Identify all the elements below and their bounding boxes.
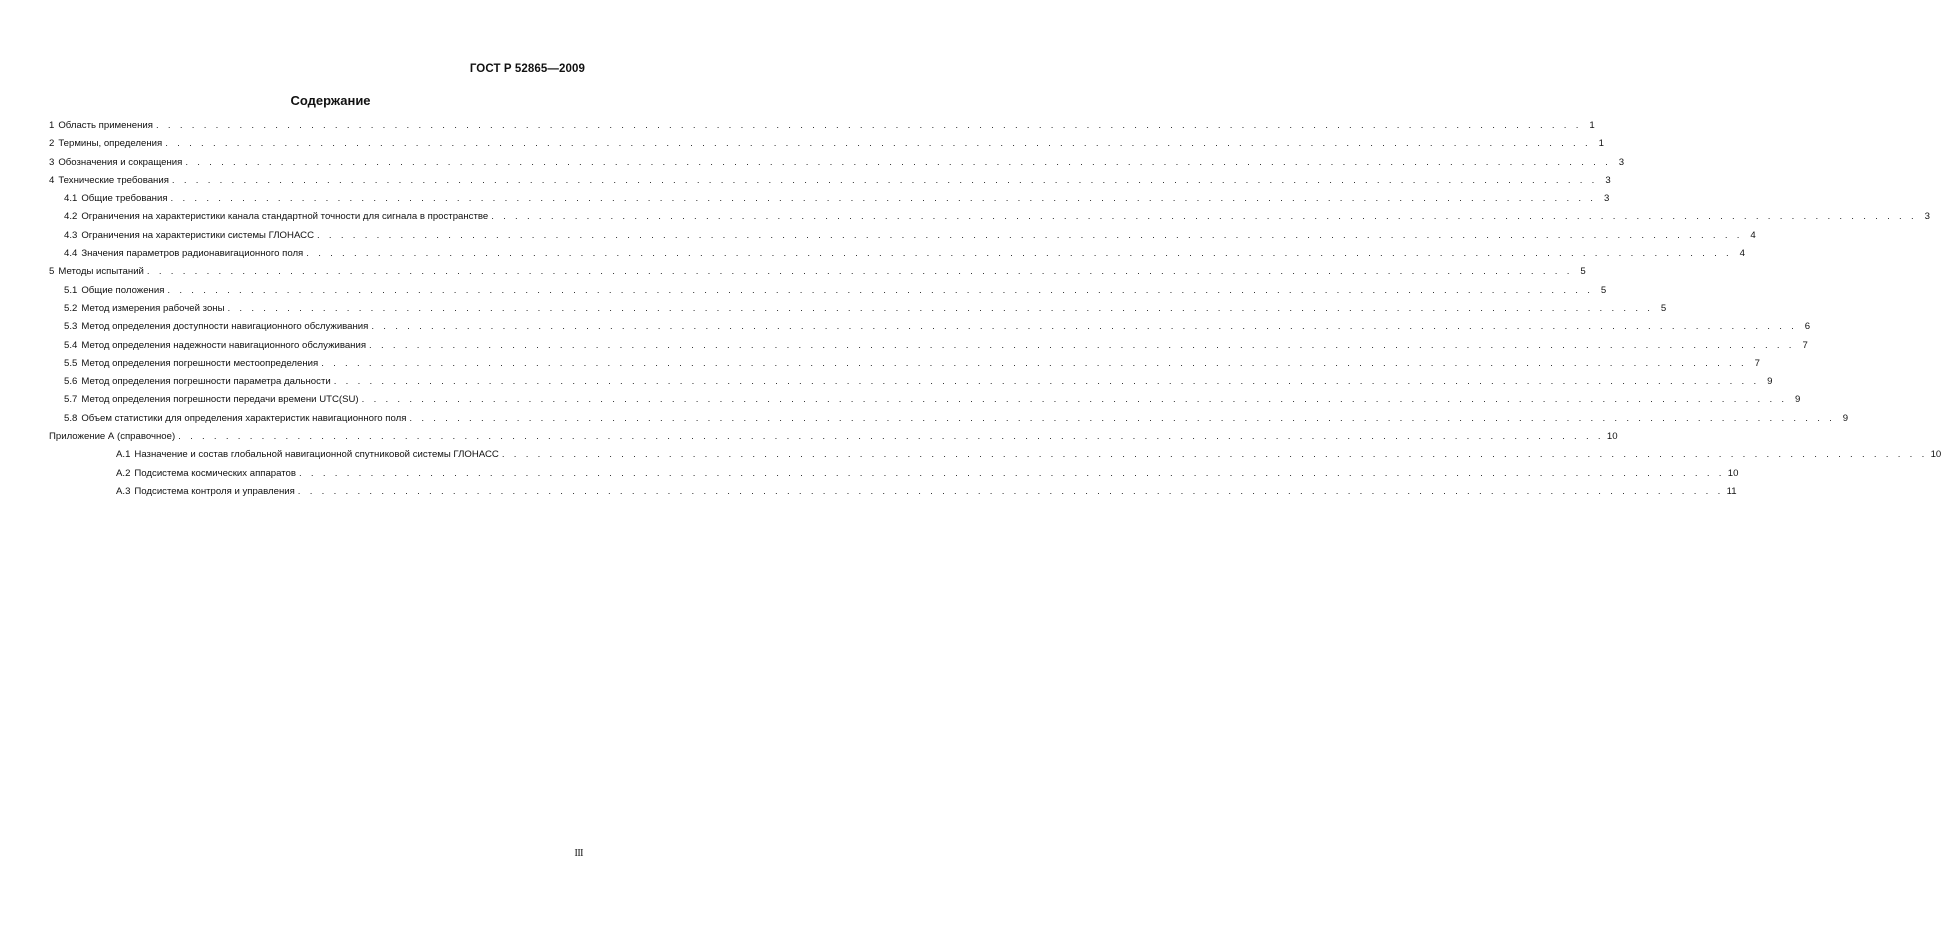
page-number: III: [574, 848, 583, 859]
toc-entry-title: Общие требования: [81, 193, 168, 205]
toc-entry-title: Подсистема космических аппаратов: [134, 467, 296, 479]
toc-leader-dots: . . . . . . . . . . . . . . . . . . . . . . . . . . . . . . . . . . . . . . . . . . . . . . . . . . . . . . . . . . . . . . . . . . . . . . . . . . . . . . . . . . . . . . . . . . . . . . . . . . . . . . . . . . . . . . . . . . . . . . . .: [185, 156, 1612, 168]
toc-entry-page: 9: [1795, 394, 1801, 406]
toc-entry-title: Ограничения на характеристики канала стандартной точности для сигнала в пространстве: [81, 211, 489, 223]
toc-entry-page: 1: [1589, 120, 1595, 131]
toc-entry-number: 4.3: [64, 229, 78, 241]
toc-entry[interactable]: [49, 284, 1607, 303]
toc-entry[interactable]: [49, 394, 1801, 412]
toc-entry-number: 5.4: [64, 339, 78, 351]
toc-entry-number: 5: [49, 266, 55, 278]
toc-entry-page: 7: [1802, 339, 1808, 351]
toc-entry[interactable]: [49, 485, 1737, 504]
toc-entry-title: Метод определения погрешности параметра дальности: [81, 376, 331, 388]
toc-entry-title: Ограничения на характеристики системы ГЛОНАСС: [81, 229, 314, 241]
toc-entry[interactable]: [49, 174, 1611, 193]
toc-entry-number: 4.4: [64, 248, 78, 260]
toc-entry-page: 9: [1767, 376, 1773, 388]
toc-entry-title: Подсистема контроля и управления: [134, 485, 295, 497]
toc-entry[interactable]: [49, 156, 1625, 175]
document-code: ГОСТ Р 52865—2009: [469, 63, 585, 75]
toc-leader-dots: . . . . . . . . . . . . . . . . . . . . . . . . . . . . . . . . . . . . . . . . . . . . . . . . . . . . . . . . . . . . . . . . . . . . . . . . . . . . . . . . . . . . . . . . . . . . . . . . . . . . . . . . . . . . . . . . . . . . . . . .: [297, 485, 1724, 497]
toc-entry-number: 4.1: [64, 193, 78, 205]
toc-entry-number: 5.5: [64, 357, 78, 369]
toc-entry-title: Назначение и состав глобальной навигационной спутниковой системы ГЛОНАСС: [134, 449, 499, 461]
toc-leader-dots: . . . . . . . . . . . . . . . . . . . . . . . . . . . . . . . . . . . . . . . . . . . . . . . . . . . . . . . . . . . . . . . . . . . . . . . . . . . . . . . . . . . . . . . . . . . . . . . . . . . . . . . . . . . . . . . . . . . . . . . .: [321, 357, 1747, 369]
toc-entry-title: Термины, определения: [58, 138, 163, 150]
table-of-contents: [49, 120, 1941, 504]
toc-entry[interactable]: [49, 376, 1773, 394]
toc-entry-number: 5.7: [64, 394, 78, 406]
toc-entry[interactable]: [49, 357, 1760, 376]
toc-entry[interactable]: [49, 467, 1739, 486]
toc-entry-page: 10: [1606, 431, 1618, 443]
toc-leader-dots: . . . . . . . . . . . . . . . . . . . . . . . . . . . . . . . . . . . . . . . . . . . . . . . . . . . . . . . . . . . . . . . . . . . . . . . . . . . . . . . . . . . . . . . . . . . . . . . . . . . . . . . . . . . . . . . . . . . . . . . .: [371, 321, 1798, 333]
toc-leader-dots: . . . . . . . . . . . . . . . . . . . . . . . . . . . . . . . . . . . . . . . . . . . . . . . . . . . . . . . . . . . . . . . . . . . . . . . . . . . . . . . . . . . . . . . . . . . . . . . . . . . . . . . . . . . . . . . . . . . . . . . .: [317, 229, 1743, 241]
toc-entry-number: 4: [49, 174, 55, 186]
toc-leader-dots: . . . . . . . . . . . . . . . . . . . . . . . . . . . . . . . . . . . . . . . . . . . . . . . . . . . . . . . . . . . . . . . . . . . . . . . . . . . . . . . . . . . . . . . . . . . . . . . . . . . . . . . . . . . . . . . . . . . . . . . .: [178, 431, 1604, 443]
toc-entry-number: 5.8: [64, 412, 78, 424]
toc-entry-page: 3: [1605, 174, 1611, 186]
toc-entry-page: 3: [1618, 156, 1625, 168]
toc-entry-page: 4: [1739, 248, 1746, 260]
toc-entry-title: Значения параметров радионавигационного поля: [81, 248, 304, 260]
toc-leader-dots: . . . . . . . . . . . . . . . . . . . . . . . . . . . . . . . . . . . . . . . . . . . . . . . . . . . . . . . . . . . . . . . . . . . . . . . . . . . . . . . . . . . . . . . . . . . . . . . . . . . . . . . . . . . . . . . . . . . . . . . .: [491, 211, 1917, 223]
toc-entry-number: 5.1: [64, 284, 78, 296]
toc-entry[interactable]: [49, 431, 1618, 449]
toc-entry-title: Область применения: [58, 120, 153, 131]
toc-entry-title: Метод определения надежности навигационного обслуживания: [81, 339, 367, 351]
toc-entry[interactable]: [49, 321, 1811, 339]
toc-entry-number: 2: [49, 138, 55, 150]
toc-entry-title: Обозначения и сокращения: [58, 156, 183, 168]
toc-entry-number: А.2: [116, 467, 131, 479]
toc-entry-title: Технические требования: [58, 174, 169, 186]
toc-entry-number: А.1: [116, 449, 131, 461]
toc-entry-page: 11: [1726, 485, 1737, 497]
toc-entry-page: 3: [1603, 193, 1610, 205]
toc-entry-page: 10: [1727, 467, 1739, 479]
toc-entry-page: 9: [1842, 412, 1849, 424]
toc-entry-page: 4: [1750, 229, 1756, 241]
toc-leader-dots: . . . . . . . . . . . . . . . . . . . . . . . . . . . . . . . . . . . . . . . . . . . . . . . . . . . . . . . . . . . . . . . . . . . . . . . . . . . . . . . . . . . . . . . . . . . . . . . . . . . . . . . . . . . . . . . . . . . . . . . .: [361, 394, 1788, 406]
toc-leader-dots: . . . . . . . . . . . . . . . . . . . . . . . . . . . . . . . . . . . . . . . . . . . . . . . . . . . . . . . . . . . . . . . . . . . . . . . . . . . . . . . . . . . . . . . . . . . . . . . . . . . . . . . . . . . . . . . . . . . . . . . .: [171, 174, 1598, 186]
toc-entry-number: 5.6: [64, 376, 78, 388]
toc-entry-number: А.3: [116, 485, 131, 497]
toc-entry[interactable]: [49, 193, 1610, 211]
toc-title: Содержание: [290, 93, 371, 108]
toc-entry[interactable]: [49, 302, 1667, 321]
toc-entry-page: 5: [1600, 284, 1607, 296]
toc-entry[interactable]: [49, 412, 1849, 431]
toc-entry-number: 4.2: [64, 211, 78, 223]
toc-entry[interactable]: [49, 248, 1746, 266]
toc-entry[interactable]: [49, 120, 1595, 138]
toc-entry-number: 5.2: [64, 302, 78, 314]
toc-entry-page: 3: [1924, 211, 1930, 223]
toc-entry-page: 5: [1580, 266, 1586, 278]
toc-entry-title: Методы испытаний: [58, 266, 144, 278]
toc-leader-dots: . . . . . . . . . . . . . . . . . . . . . . . . . . . . . . . . . . . . . . . . . . . . . . . . . . . . . . . . . . . . . . . . . . . . . . . . . . . . . . . . . . . . . . . . . . . . . . . . . . . . . . . . . . . . . . . . . . . . . . . .: [146, 266, 1573, 278]
toc-leader-dots: . . . . . . . . . . . . . . . . . . . . . . . . . . . . . . . . . . . . . . . . . . . . . . . . . . . . . . . . . . . . . . . . . . . . . . . . . . . . . . . . . . . . . . . . . . . . . . . . . . . . . . . . . . . . . . . . . . . . . . . .: [369, 339, 1795, 351]
toc-entry-title: Метод измерения рабочей зоны: [81, 302, 225, 314]
toc-entry-title: Приложение А (справочное): [49, 431, 176, 443]
toc-entry-title: Объем статистики для определения характеристик навигационного поля: [81, 412, 407, 424]
toc-leader-dots: . . . . . . . . . . . . . . . . . . . . . . . . . . . . . . . . . . . . . . . . . . . . . . . . . . . . . . . . . . . . . . . . . . . . . . . . . . . . . . . . . . . . . . . . . . . . . . . . . . . . . . . . . . . . . . . . . . . . . . . .: [170, 193, 1597, 205]
toc-entry-number: 5.3: [64, 321, 78, 333]
toc-leader-dots: . . . . . . . . . . . . . . . . . . . . . . . . . . . . . . . . . . . . . . . . . . . . . . . . . . . . . . . . . . . . . . . . . . . . . . . . . . . . . . . . . . . . . . . . . . . . . . . . . . . . . . . . . . . . . . . . . . . . . . . .: [167, 284, 1594, 296]
toc-entry[interactable]: [49, 211, 1930, 229]
toc-entry[interactable]: [49, 339, 1808, 358]
toc-entry-page: 5: [1660, 302, 1667, 314]
toc-entry-page: 6: [1804, 321, 1811, 333]
toc-leader-dots: . . . . . . . . . . . . . . . . . . . . . . . . . . . . . . . . . . . . . . . . . . . . . . . . . . . . . . . . . . . . . . . . . . . . . . . . . . . . . . . . . . . . . . . . . . . . . . . . . . . . . . . . . . . . . . . . . . . . . . . .: [306, 248, 1733, 260]
toc-entry-number: 1: [49, 120, 55, 131]
toc-entry-title: Метод определения погрешности местоопределения: [81, 357, 319, 369]
toc-leader-dots: . . . . . . . . . . . . . . . . . . . . . . . . . . . . . . . . . . . . . . . . . . . . . . . . . . . . . . . . . . . . . . . . . . . . . . . . . . . . . . . . . . . . . . . . . . . . . . . . . . . . . . . . . . . . . . . . . . . . . . . .: [298, 467, 1725, 479]
toc-entry-number: 3: [49, 156, 55, 168]
toc-entry[interactable]: [49, 266, 1586, 284]
toc-leader-dots: . . . . . . . . . . . . . . . . . . . . . . . . . . . . . . . . . . . . . . . . . . . . . . . . . . . . . . . . . . . . . . . . . . . . . . . . . . . . . . . . . . . . . . . . . . . . . . . . . . . . . . . . . . . . . . . . . . . . . . . .: [333, 376, 1760, 388]
toc-leader-dots: . . . . . . . . . . . . . . . . . . . . . . . . . . . . . . . . . . . . . . . . . . . . . . . . . . . . . . . . . . . . . . . . . . . . . . . . . . . . . . . . . . . . . . . . . . . . . . . . . . . . . . . . . . . . . . . . . . . . . . . .: [409, 412, 1836, 424]
toc-entry[interactable]: [49, 449, 1941, 467]
toc-entry-title: Метод определения погрешности передачи времени UTC(SU): [81, 394, 359, 406]
toc-entry-page: 10: [1930, 449, 1941, 461]
toc-leader-dots: . . . . . . . . . . . . . . . . . . . . . . . . . . . . . . . . . . . . . . . . . . . . . . . . . . . . . . . . . . . . . . . . . . . . . . . . . . . . . . . . . . . . . . . . . . . . . . . . . . . . . . . . . . . . . . . . . . . . . . . .: [165, 138, 1591, 150]
toc-entry-title: Метод определения доступности навигационного обслуживания: [81, 321, 369, 333]
toc-leader-dots: . . . . . . . . . . . . . . . . . . . . . . . . . . . . . . . . . . . . . . . . . . . . . . . . . . . . . . . . . . . . . . . . . . . . . . . . . . . . . . . . . . . . . . . . . . . . . . . . . . . . . . . . . . . . . . . . . . . . . . . .: [227, 302, 1654, 314]
toc-entry-page: 7: [1754, 357, 1760, 369]
toc-leader-dots: . . . . . . . . . . . . . . . . . . . . . . . . . . . . . . . . . . . . . . . . . . . . . . . . . . . . . . . . . . . . . . . . . . . . . . . . . . . . . . . . . . . . . . . . . . . . . . . . . . . . . . . . . . . . . . . . . . . . . . . .: [155, 120, 1582, 131]
toc-entry[interactable]: [49, 229, 1756, 248]
toc-entry-page: 1: [1598, 138, 1604, 150]
toc-leader-dots: . . . . . . . . . . . . . . . . . . . . . . . . . . . . . . . . . . . . . . . . . . . . . . . . . . . . . . . . . . . . . . . . . . . . . . . . . . . . . . . . . . . . . . . . . . . . . . . . . . . . . . . . . . . . . . . . . . . . . . . .: [501, 449, 1928, 461]
toc-entry[interactable]: [49, 138, 1604, 156]
toc-entry-title: Общие положения: [81, 284, 165, 296]
